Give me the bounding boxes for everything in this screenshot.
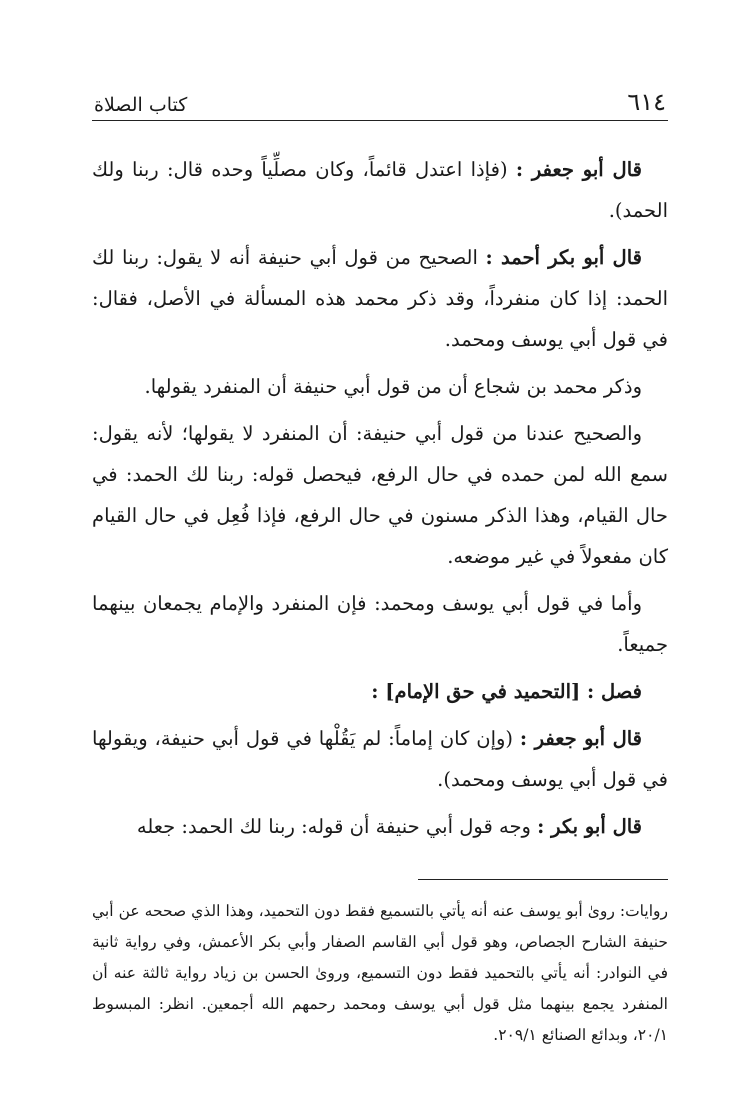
speaker-label: قال أبو بكر أحمد :	[485, 246, 642, 269]
section-heading	[92, 671, 668, 712]
paragraph-text: الصحيح من قول أبي حنيفة أنه لا يقول: ربنا لك الحمد: إذا كان منفرداً، وقد ذكر محمد هذه المسألة في الأصل، فقال: في قول أبي يوسف ومحمد.	[92, 246, 668, 351]
paragraph	[92, 149, 668, 231]
speaker-label: قال أبو بكر :	[537, 815, 642, 838]
paragraph-text: (فإذا اعتدل قائماً، وكان مصلِّياً وحده قال: ربنا ولك الحمد).	[92, 158, 668, 222]
paragraph	[92, 413, 668, 577]
book-page	[92, 82, 668, 1051]
paragraph-text: والصحيح عندنا من قول أبي حنيفة: أن المنفرد لا يقولها؛ لأنه يقول: سمع الله لمن حمده في حال الرفع، فيحصل قوله: ربنا لك الحمد: في حال القيام، وهذا الذكر مسنون في حال الرفع، فإذا فُعِل في حال القيام كان مفعولاً في غير موضعه.	[92, 422, 668, 568]
paragraph	[92, 583, 668, 665]
footnote-divider	[418, 879, 668, 880]
page-header	[92, 82, 668, 121]
paragraph-text: (وإن كان إماماً: لم يَقُلْها في قول أبي حنيفة، ويقولها في قول أبي يوسف ومحمد).	[92, 727, 668, 791]
paragraph-text: وجه قول أبي حنيفة أن قوله: ربنا لك الحمد: جعله	[136, 815, 538, 838]
paragraph	[92, 718, 668, 800]
section-title: فصل : [التحميد في حق الإمام] :	[371, 680, 642, 703]
speaker-label: قال أبو جعفر :	[515, 158, 642, 181]
paragraph	[92, 237, 668, 360]
running-title: كتاب الصلاة	[94, 94, 188, 116]
paragraph	[92, 806, 668, 847]
paragraph-text: وذكر محمد بن شجاع أن من قول أبي حنيفة أن المنفرد يقولها.	[144, 375, 642, 398]
paragraph-text: وأما في قول أبي يوسف ومحمد: فإن المنفرد والإمام يجمعان بينهما جميعاً.	[92, 592, 668, 656]
speaker-label: قال أبو جعفر :	[519, 727, 643, 750]
page-body	[92, 149, 668, 847]
paragraph	[92, 366, 668, 407]
page-number: ٦١٤	[627, 88, 666, 116]
footnote: روايات: روىٰ أبو يوسف عنه أنه يأتي بالتسميع فقط دون التحميد، وهذا الذي صححه عن أبي حنيفة الشارح الجصاص، وهو قول أبي القاسم الصفار وأبي بكر الأعمش، وفي رواية ثانية في النوادر: أنه يأتي بالتحميد فقط دون التسميع، وروىٰ الحسن بن زياد رواية ثالثة عنه أن المنفرد يجمع بينهما مثل قول أبي يوسف ومحمد رحمهم الله أجمعين. انظر: المبسوط ٢٠/١، وبدائع الصنائع ٢٠٩/١.	[92, 902, 668, 1044]
